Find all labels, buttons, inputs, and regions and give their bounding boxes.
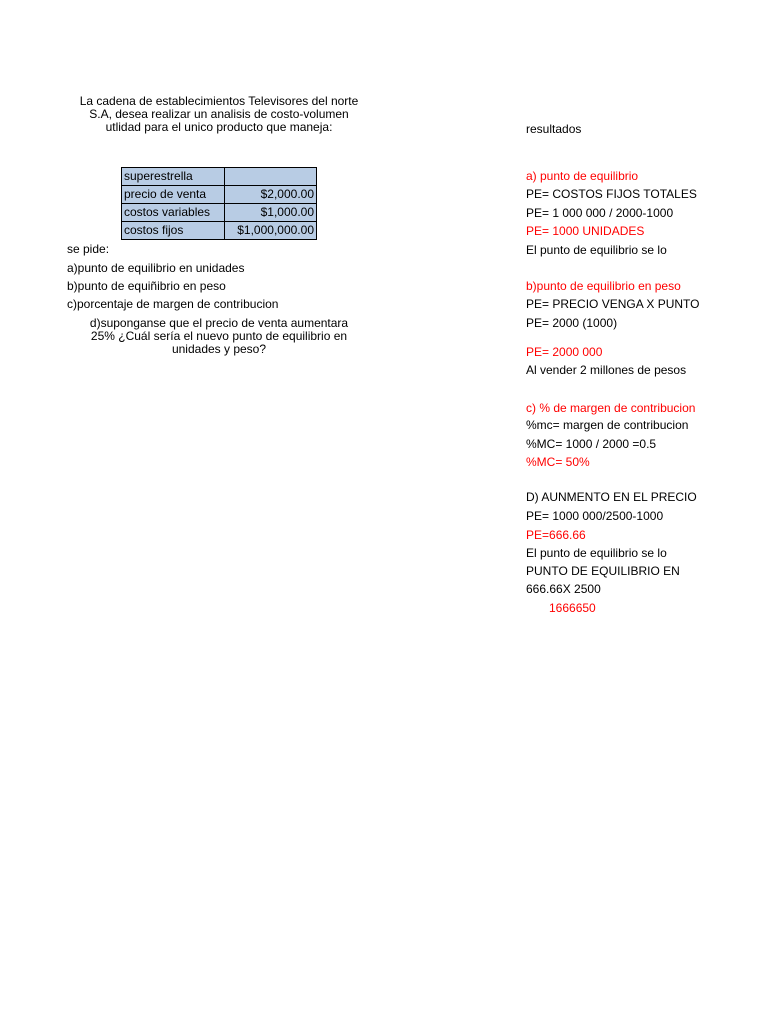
result-b-line-2: PE= 2000 (1000) (526, 316, 618, 330)
intro-line-2: S.A, desea realizar un analisis de costo-volumen (89, 107, 349, 121)
intro-text (60, 95, 378, 134)
result-b-line-1: PE= PRECIO VENGA X PUNTO (526, 297, 700, 311)
result-c-line-1: %mc= margen de contribucion (526, 418, 689, 432)
question-c: c)porcentaje de margen de contribucion (67, 297, 279, 311)
question-a: a)punto de equilibrio en unidades (67, 261, 245, 275)
result-b-line-3: PE= 2000 000 (526, 345, 603, 359)
result-c-line-3: %MC= 50% (526, 455, 590, 469)
table-row (122, 186, 317, 204)
result-d-title: D) AUNMENTO EN EL PRECIO (526, 490, 697, 504)
row-value: $1,000,000.00 (225, 222, 317, 240)
result-a-line-2: PE= 1 000 000 / 2000-1000 (526, 206, 674, 220)
table-row (122, 168, 317, 186)
table-row (122, 222, 317, 240)
row-label: costos variables (122, 204, 225, 222)
question-b: b)punto de equiñibrio en peso (67, 279, 226, 293)
row-label: costos fijos (122, 222, 225, 240)
result-c-line-2: %MC= 1000 / 2000 =0.5 (526, 437, 657, 451)
row-value: $1,000.00 (225, 204, 317, 222)
row-value: $2,000.00 (225, 186, 317, 204)
table-row (122, 204, 317, 222)
intro-line-1: La cadena de establecimientos Televisores del norte (79, 94, 359, 108)
question-d-line-3: unidades y peso? (171, 342, 267, 356)
result-b-line-4: Al vender 2 millones de pesos (526, 363, 687, 377)
result-a-line-1: PE= COSTOS FIJOS TOTALES (526, 187, 697, 201)
row-value (225, 168, 317, 186)
question-d (60, 317, 378, 356)
result-c-title: c) % de margen de contribucion (526, 401, 696, 415)
result-a-title: a) punto de equilibrio (526, 169, 639, 183)
result-a-line-4: El punto de equilibrio se lo (526, 243, 667, 257)
result-b-title: b)punto de equilibrio en peso (526, 279, 681, 293)
results-title: resultados (526, 122, 582, 136)
result-d-line-6: 1666650 (549, 601, 596, 615)
result-a-line-3: PE= 1000 UNIDADES (526, 224, 645, 238)
data-table (121, 167, 317, 240)
question-d-line-2: 25% ¿Cuál sería el nuevo punto de equilibrio en (90, 329, 348, 343)
intro-line-3: utlidad para el unico producto que maneja: (105, 120, 333, 134)
result-d-line-4: PUNTO DE EQUILIBRIO EN (526, 564, 680, 578)
row-label: precio de venta (122, 186, 225, 204)
question-d-line-1: d)suponganse que el precio de venta aumentara (89, 316, 349, 330)
result-d-line-5: 666.66X 2500 (526, 582, 601, 596)
questions-header: se pide: (67, 242, 110, 256)
result-d-line-3: El punto de equilibrio se lo (526, 546, 667, 560)
result-d-line-2: PE=666.66 (526, 528, 586, 542)
result-d-line-1: PE= 1000 000/2500-1000 (526, 509, 664, 523)
row-label: superestrella (122, 168, 225, 186)
